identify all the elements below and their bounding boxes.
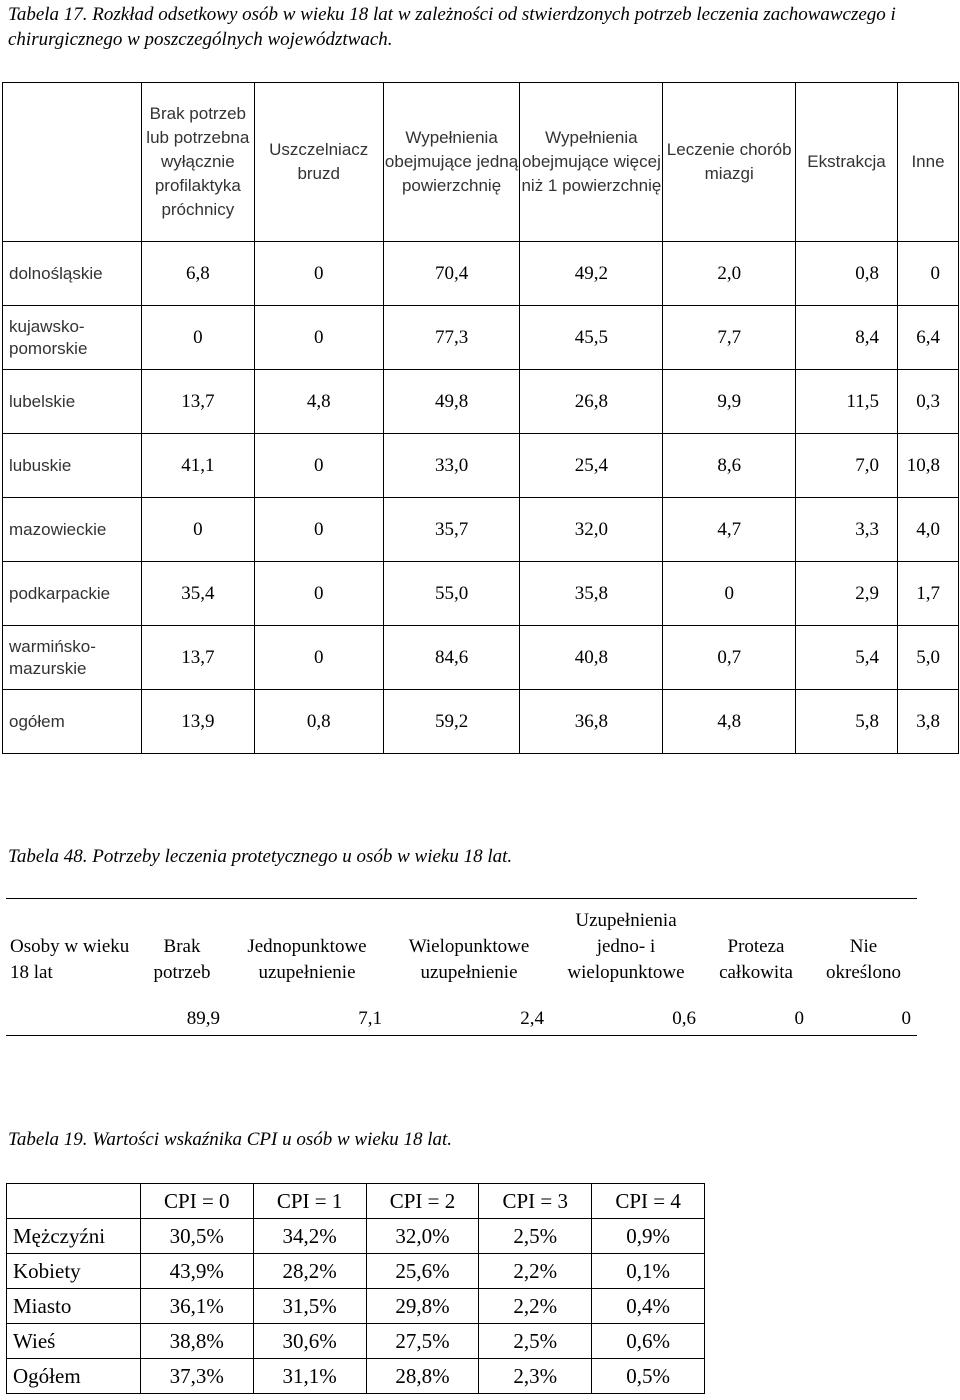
table-row [7, 1359, 705, 1394]
table48-value: 0,6 [672, 1008, 696, 1029]
table-cell: 35,7 [383, 498, 520, 562]
table-row [7, 1324, 705, 1359]
table-cell: 31,1% [253, 1359, 366, 1394]
table17-header-cell: Inne [897, 83, 958, 242]
table48-value-row [6, 986, 917, 1034]
table-cell: 7,0 [796, 434, 898, 498]
table-cell: 45,5 [520, 306, 663, 370]
table48-header-cell: Proteza całkowita [719, 936, 793, 983]
table-cell: 4,8 [254, 370, 383, 434]
region-label: lubelskie [3, 370, 142, 434]
table-cell: 33,0 [383, 434, 520, 498]
table-row [7, 1254, 705, 1289]
table-cell: 0,4% [592, 1289, 705, 1324]
table-row [3, 626, 959, 690]
region-label: lubuskie [3, 434, 142, 498]
table17-header-cell: Leczenie chorób miazgi [663, 83, 796, 242]
table-row [3, 306, 959, 370]
table17-header-cell: Ekstrakcja [796, 83, 898, 242]
table-cell: 31,5% [253, 1289, 366, 1324]
table-row [3, 242, 959, 306]
table48-value: 0 [901, 1008, 911, 1029]
row-label: Mężczyźni [7, 1219, 141, 1254]
table-cell: 59,2 [383, 690, 520, 754]
region-label: ogółem [3, 690, 142, 754]
table19-header-cell: CPI = 4 [592, 1184, 705, 1219]
table-cell: 70,4 [383, 242, 520, 306]
table-cell: 0,3 [897, 370, 958, 434]
table-cell: 34,2% [253, 1219, 366, 1254]
table-cell: 84,6 [383, 626, 520, 690]
table19-header-cell: CPI = 3 [479, 1184, 592, 1219]
table-cell: 5,0 [897, 626, 958, 690]
row-label: Ogółem [7, 1359, 141, 1394]
table-cell: 0,6% [592, 1324, 705, 1359]
table-cell: 9,9 [663, 370, 796, 434]
table48-header-cell: Jednopunktowe uzupełnienie [247, 936, 367, 983]
table-cell: 0,9% [592, 1219, 705, 1254]
table17-header-cell: Brak potrzeb lub potrzebna wyłącznie profilaktyka próchnicy [141, 83, 254, 242]
table-cell: 11,5 [796, 370, 898, 434]
table-row [3, 562, 959, 626]
table-cell: 40,8 [520, 626, 663, 690]
table-cell: 36,1% [140, 1289, 253, 1324]
row-label: Kobiety [7, 1254, 141, 1289]
table-cell: 28,8% [366, 1359, 479, 1394]
table-cell: 25,4 [520, 434, 663, 498]
table48-row-label: Osoby w wieku 18 lat [10, 936, 130, 983]
table17 [2, 82, 959, 754]
table-cell: 30,6% [253, 1324, 366, 1359]
table-cell: 0 [254, 498, 383, 562]
table-cell: 0,5% [592, 1359, 705, 1394]
table-cell: 5,8 [796, 690, 898, 754]
table-cell: 77,3 [383, 306, 520, 370]
table-cell: 35,8 [520, 562, 663, 626]
table17-header-cell: Wypełnienia obejmujące więcej niż 1 powierzchnię [520, 83, 663, 242]
row-label: Wieś [7, 1324, 141, 1359]
region-label: kujawsko-pomorskie [3, 306, 142, 370]
table48-value: 7,1 [358, 1008, 382, 1029]
table48-caption: Tabela 48. Potrzeby leczenia protetycznego u osób w wieku 18 lat. [8, 846, 513, 867]
table-cell: 4,8 [663, 690, 796, 754]
table-cell: 0 [254, 242, 383, 306]
table-cell: 0 [141, 498, 254, 562]
table-cell: 27,5% [366, 1324, 479, 1359]
table-cell: 0,8 [796, 242, 898, 306]
table48-header-cell: Wielopunktowe uzupełnienie [408, 936, 530, 983]
table-cell: 32,0 [520, 498, 663, 562]
table-row [3, 690, 959, 754]
table-cell: 0 [254, 306, 383, 370]
table-cell: 2,2% [479, 1289, 592, 1324]
table-cell: 25,6% [366, 1254, 479, 1289]
table-row [3, 498, 959, 562]
table-cell: 41,1 [141, 434, 254, 498]
table19-header-cell: CPI = 2 [366, 1184, 479, 1219]
table-cell: 13,7 [141, 370, 254, 434]
table-cell: 2,9 [796, 562, 898, 626]
table-cell: 2,2% [479, 1254, 592, 1289]
table-cell: 0 [254, 434, 383, 498]
table-cell: 30,5% [140, 1219, 253, 1254]
region-label: podkarpackie [3, 562, 142, 626]
table-cell: 28,2% [253, 1254, 366, 1289]
table-cell: 4,0 [897, 498, 958, 562]
table-cell: 0 [897, 242, 958, 306]
table-row [3, 370, 959, 434]
table-cell: 2,3% [479, 1359, 592, 1394]
table-cell: 2,5% [479, 1324, 592, 1359]
table48-spacer [6, 986, 138, 1034]
table-cell: 37,3% [140, 1359, 253, 1394]
table19-header-row [7, 1184, 705, 1219]
region-label: mazowieckie [3, 498, 142, 562]
table-cell: 13,9 [141, 690, 254, 754]
region-label: dolnośląskie [3, 242, 142, 306]
table-cell: 49,8 [383, 370, 520, 434]
table17-header-row [3, 83, 959, 242]
table-cell: 0 [254, 626, 383, 690]
table19 [6, 1183, 705, 1394]
row-label: Miasto [7, 1289, 141, 1324]
table-cell: 8,6 [663, 434, 796, 498]
table48-header-cell: Brak potrzeb [153, 936, 211, 983]
table48-value: 0 [794, 1008, 804, 1029]
table48-header-cell: Nie określono [826, 936, 901, 983]
table19-header-corner [7, 1184, 141, 1219]
table-cell: 0,8 [254, 690, 383, 754]
table-cell: 0,1% [592, 1254, 705, 1289]
table-row [7, 1219, 705, 1254]
table19-caption: Tabela 19. Wartości wskaźnika CPI u osób w wieku 18 lat. [8, 1129, 453, 1150]
table-cell: 2,5% [479, 1219, 592, 1254]
table48 [6, 898, 917, 1034]
table17-caption: Tabela 17. Rozkład odsetkowy osób w wieku 18 lat w zależności od stwierdzonych potrzeb leczenia zachowawczego i chirurgicznego w poszczególnych województwach. [8, 4, 896, 50]
table-cell: 29,8% [366, 1289, 479, 1324]
table-cell: 36,8 [520, 690, 663, 754]
table17-header-cell: Wypełnienia obejmujące jedną powierzchnię [383, 83, 520, 242]
table48-header-row [6, 898, 917, 986]
table-cell: 3,8 [897, 690, 958, 754]
table-cell: 38,8% [140, 1324, 253, 1359]
table-cell: 32,0% [366, 1219, 479, 1254]
table-cell: 5,4 [796, 626, 898, 690]
table-row [3, 434, 959, 498]
table-cell: 13,7 [141, 626, 254, 690]
table17-header-corner [3, 83, 142, 242]
table17-header-cell: Uszczelniacz bruzd [254, 83, 383, 242]
table-cell: 3,3 [796, 498, 898, 562]
table-cell: 49,2 [520, 242, 663, 306]
table19-header-cell: CPI = 0 [140, 1184, 253, 1219]
table19-header-cell: CPI = 1 [253, 1184, 366, 1219]
table48-value: 89,9 [186, 1008, 220, 1029]
table-cell: 6,4 [897, 306, 958, 370]
table-cell: 55,0 [383, 562, 520, 626]
table-cell: 0 [254, 562, 383, 626]
table-cell: 0 [663, 562, 796, 626]
region-label: warmińsko-mazurskie [3, 626, 142, 690]
table-cell: 43,9% [140, 1254, 253, 1289]
table-cell: 2,0 [663, 242, 796, 306]
table-cell: 0 [141, 306, 254, 370]
table-cell: 10,8 [897, 434, 958, 498]
table-row [7, 1289, 705, 1324]
table48-header-cell: Uzupełnienia jedno- i wielopunktowe [567, 910, 685, 983]
table48-value: 2,4 [520, 1008, 544, 1029]
table-cell: 7,7 [663, 306, 796, 370]
table-cell: 26,8 [520, 370, 663, 434]
table-cell: 35,4 [141, 562, 254, 626]
table-cell: 8,4 [796, 306, 898, 370]
table-cell: 6,8 [141, 242, 254, 306]
table-cell: 1,7 [897, 562, 958, 626]
table-cell: 0,7 [663, 626, 796, 690]
table-cell: 4,7 [663, 498, 796, 562]
